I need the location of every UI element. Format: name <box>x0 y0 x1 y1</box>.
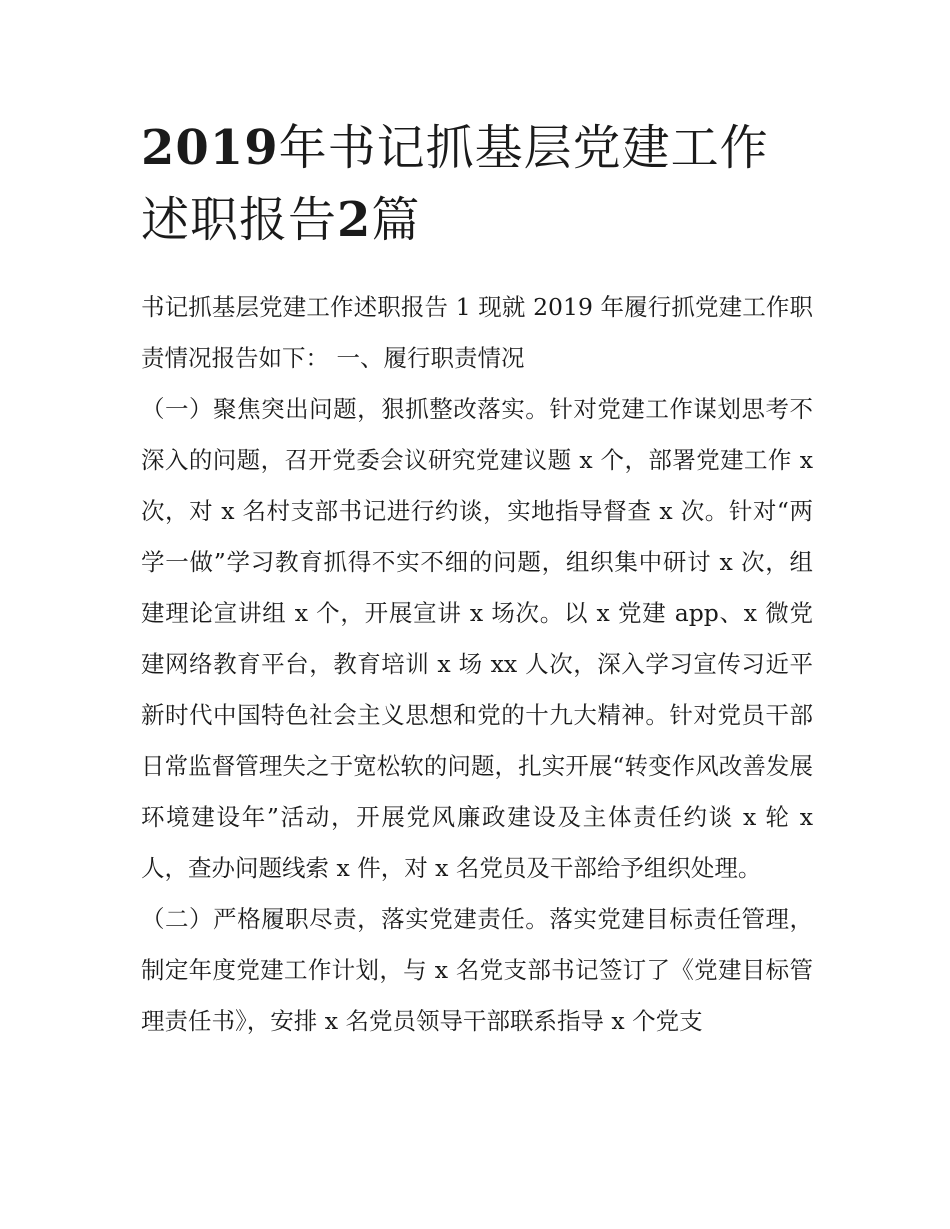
title-text: 年书记抓基层党建工作述职报告 <box>141 120 769 248</box>
document-body <box>141 112 813 1047</box>
paragraph-section-1: （一）聚焦突出问题，狠抓整改落实。针对党建工作谋划思考不深入的问题，召开党委会议研究党建议题 x 个，部署党建工作 x 次，对 x 名村支部书记进行约谈，实地指导督查 x 次。针对“两学一做”学习教育抓得不实不细的问题，组织集中研讨 x 次，组建理论宣讲组 x 个，开展宣讲 x 场次。以 x 党建 app、x 微党建网络教育平台，教育培训 x 场 xx 人次，深入学习宣传习近平新时代中国特色社会主义思想和党的十九大精神。针对党员干部日常监督管理失之于宽松软的问题，扎实开展“转变作风改善发展环境建设年”活动，开展党风廉政建设及主体责任约谈 x 轮 x 人，查办问题线索 x 件，对 x 名党员及干部给予组织处理。 <box>141 395 813 882</box>
title-year: 2019 <box>141 120 279 176</box>
paragraph-section-2: （二）严格履职尽责，落实党建责任。落实党建目标责任管理，制定年度党建工作计划，与 x 名党支部书记签订了《党建目标管理责任书》，安排 x 名党员领导干部联系指导 x 个党支 <box>141 905 813 1035</box>
title-suffix: 篇 <box>371 192 421 248</box>
document-title <box>141 112 813 256</box>
paragraph-intro: 书记抓基层党建工作述职报告 1 现就 2019 年履行抓党建工作职责情况报告如下： 一、履行职责情况 <box>141 293 813 372</box>
title-count: 2 <box>337 192 372 248</box>
